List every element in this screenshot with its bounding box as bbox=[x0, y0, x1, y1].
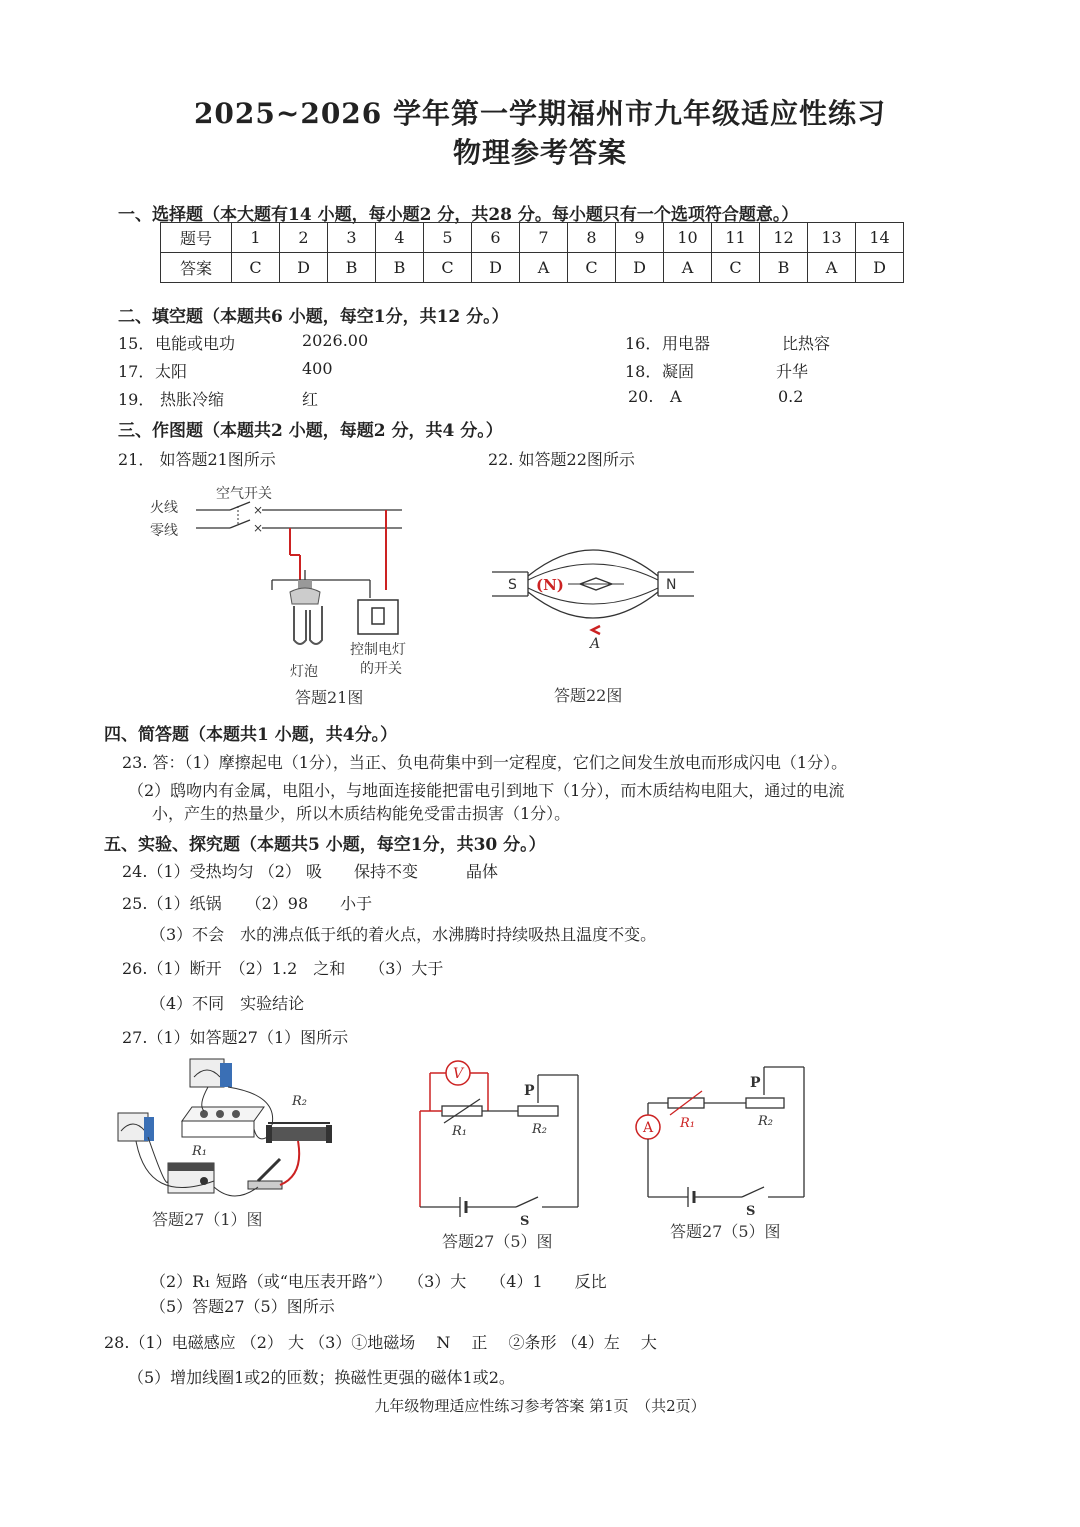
answer-17-num: 17． bbox=[118, 362, 155, 381]
table-cell: 2 bbox=[280, 223, 328, 253]
switch-s-icon bbox=[516, 1197, 538, 1207]
table-cell: C bbox=[424, 253, 472, 283]
answer-19-b: 红 bbox=[302, 390, 319, 409]
compass-n-label: (N) bbox=[536, 576, 564, 594]
answer-19-a: 热胀冷缩 bbox=[160, 390, 225, 409]
table-cell: C bbox=[232, 253, 280, 283]
svg-text:×: × bbox=[253, 521, 264, 535]
magnet-s-pole-label: S bbox=[508, 577, 517, 593]
compass-needle-icon bbox=[568, 578, 624, 590]
svg-text:×: × bbox=[253, 503, 264, 517]
table-row-numbers bbox=[161, 223, 904, 253]
figure-27-5-circuit-ammeter bbox=[628, 1055, 818, 1255]
figure-27-5b-caption: 答题27（5）图 bbox=[670, 1222, 781, 1241]
q23-line3: 小，产生的热量少，所以木质结构能免受雷击损害（1分）。 bbox=[152, 804, 571, 823]
table-cell: B bbox=[328, 253, 376, 283]
section2-heading: 二、填空题（本题共6 小题，每空1分，共12 分。） bbox=[118, 307, 509, 327]
section3-heading: 三、作图题（本题共2 小题，每题2 分，共4 分。） bbox=[118, 421, 503, 441]
table-cell: B bbox=[376, 253, 424, 283]
answer-15-num: 15． bbox=[118, 334, 155, 353]
q25-line2: （3）不会 水的沸点低于纸的着火点，水沸腾时持续吸热且温度不变。 bbox=[150, 925, 657, 944]
answer-20-b: 0.2 bbox=[778, 387, 804, 406]
voltmeter-symbol-label: V bbox=[453, 1066, 464, 1082]
table-row-answers bbox=[161, 253, 904, 283]
table-cell: 3 bbox=[328, 223, 376, 253]
q28-line2: （5）增加线圈1或2的匝数；换磁性更强的磁体1或2。 bbox=[128, 1368, 515, 1387]
answer-20-num: 20. bbox=[628, 387, 654, 406]
table-cell: 1 bbox=[232, 223, 280, 253]
table-cell: D bbox=[856, 253, 904, 283]
answer-15-a: 电能或电功 bbox=[155, 334, 236, 353]
figure-27-1-caption: 答题27（1）图 bbox=[152, 1210, 263, 1229]
r1-label: R₁ bbox=[192, 1144, 207, 1159]
answer-table bbox=[160, 222, 904, 283]
switch-s-icon bbox=[742, 1187, 764, 1197]
q27-line1: 27.（1）如答题27（1）图所示 bbox=[122, 1028, 349, 1047]
table-cell: A bbox=[520, 253, 568, 283]
figure-22-caption: 答题22图 bbox=[554, 686, 623, 705]
table-cell: C bbox=[712, 253, 760, 283]
r2-label: R₂ bbox=[532, 1122, 547, 1137]
answer-16-b: 比热容 bbox=[782, 334, 831, 353]
table-cell: 10 bbox=[664, 223, 712, 253]
page-footer: 九年级物理适应性练习参考答案 第1页 （共2页） bbox=[374, 1397, 706, 1415]
answer-18-a: 凝固 bbox=[662, 362, 695, 381]
figure-22-magnet-field bbox=[488, 530, 703, 710]
answer-16-num: 16． bbox=[625, 334, 662, 353]
table-cell: D bbox=[280, 253, 328, 283]
bulb-icon bbox=[290, 570, 322, 644]
slider-p-label: P bbox=[524, 1083, 535, 1099]
breaker-label: 空气开关 bbox=[216, 486, 272, 502]
neutral-wire-label: 零线 bbox=[150, 523, 178, 539]
q28-line1: 28.（1）电磁感应 （2） 大 （3）①地磁场 N 正 ②条形 （4）左 大 bbox=[104, 1333, 657, 1352]
table-cell: A bbox=[664, 253, 712, 283]
section5-heading: 五、实验、探究题（本题共5 小题，每空1分，共30 分。） bbox=[104, 835, 546, 855]
document-subtitle: 物理参考答案 bbox=[452, 136, 627, 169]
voltmeter-icon bbox=[190, 1059, 232, 1087]
switch-label-1: 控制电灯 bbox=[350, 642, 406, 658]
r2-label: R₂ bbox=[758, 1114, 773, 1129]
table-header-ans: 答案 bbox=[161, 253, 232, 283]
q24-text: 24.（1）受热均匀 （2） 吸 保持不变 晶体 bbox=[122, 862, 498, 881]
r1-label: R₁ bbox=[452, 1124, 467, 1139]
answer-17-a: 太阳 bbox=[155, 362, 188, 381]
figure-27-5a-caption: 答题27（5）图 bbox=[442, 1232, 553, 1251]
r2-rheostat-icon bbox=[518, 1106, 558, 1116]
answer-18-b: 升华 bbox=[776, 362, 809, 381]
figure-27-5-circuit-voltmeter bbox=[412, 1055, 592, 1255]
ammeter-symbol-label: A bbox=[643, 1120, 654, 1136]
answer-15-b: 2026.00 bbox=[302, 331, 369, 350]
magnet-n-pole-label: N bbox=[666, 577, 677, 593]
table-cell: 6 bbox=[472, 223, 520, 253]
figure-21-circuit bbox=[140, 480, 440, 710]
table-cell: C bbox=[568, 253, 616, 283]
rheostat-r2-icon bbox=[266, 1123, 332, 1143]
table-cell: D bbox=[616, 253, 664, 283]
table-cell: 11 bbox=[712, 223, 760, 253]
q26-line1: 26.（1）断开 （2）1.2 之和 （3）大于 bbox=[122, 959, 444, 978]
switch-s-label: S bbox=[520, 1214, 530, 1229]
table-cell: 4 bbox=[376, 223, 424, 253]
table-header-num: 题号 bbox=[161, 223, 232, 253]
answer-16-a: 用电器 bbox=[662, 334, 711, 353]
q21-text: 21． 如答题21图所示 bbox=[118, 450, 276, 469]
knife-switch-icon bbox=[248, 1159, 282, 1189]
table-cell: A bbox=[808, 253, 856, 283]
section4-heading: 四、简答题（本题共1 小题，共4分。） bbox=[104, 725, 398, 745]
q23-line2: （2）鸱吻内有金属，电阻小，与地面连接能把雷电引到地下（1分），而木质结构电阻大，通过的电流 bbox=[128, 781, 845, 800]
q26-line2: （4）不同 实验结论 bbox=[150, 994, 305, 1013]
table-cell: B bbox=[760, 253, 808, 283]
answer-17-b: 400 bbox=[302, 359, 333, 378]
resistor-r1-box-icon bbox=[182, 1107, 264, 1137]
q22-text: 22. 如答题22图所示 bbox=[488, 450, 635, 469]
live-wire-label: 火线 bbox=[150, 500, 178, 516]
section1-heading: 一、选择题（本大题有14 小题，每小题2 分，共28 分。每小题只有一个选项符合题意。） bbox=[118, 205, 799, 225]
r2-rheostat-icon bbox=[746, 1098, 784, 1108]
switch-s-label: S bbox=[746, 1204, 756, 1219]
switch-label-2: 的开关 bbox=[360, 661, 402, 677]
table-cell: 9 bbox=[616, 223, 664, 253]
field-direction-arrow-icon bbox=[592, 626, 600, 634]
document-title: 2025~2026 学年第一学期福州市九年级适应性练习 bbox=[193, 97, 887, 130]
r2-label: R₂ bbox=[292, 1094, 307, 1109]
q27-line3: （5）答题27（5）图所示 bbox=[150, 1297, 335, 1316]
power-supply-icon bbox=[168, 1163, 214, 1193]
answer-20-a: A bbox=[670, 387, 682, 406]
q27-line2: （2）R₁ 短路（或“电压表开路”） （3）大 （4）1 反比 bbox=[150, 1272, 607, 1291]
table-cell: D bbox=[472, 253, 520, 283]
slider-p-label: P bbox=[750, 1075, 761, 1091]
figure-21-caption: 答题21图 bbox=[295, 688, 364, 707]
wall-switch-icon bbox=[358, 600, 398, 634]
bulb-label: 灯泡 bbox=[290, 664, 318, 680]
answer-19-num: 19． bbox=[118, 390, 155, 409]
table-cell: 13 bbox=[808, 223, 856, 253]
table-cell: 5 bbox=[424, 223, 472, 253]
q25-line1: 25.（1）纸锅 （2）98 小于 bbox=[122, 894, 373, 913]
table-cell: 14 bbox=[856, 223, 904, 253]
table-cell: 8 bbox=[568, 223, 616, 253]
r1-label: R₁ bbox=[680, 1116, 695, 1131]
point-a-label: A bbox=[590, 636, 601, 652]
q23-line1: 23. 答：（1）摩擦起电（1分），当正、负电荷集中到一定程度，它们之间发生放电而形成闪电（1分）。 bbox=[122, 753, 848, 772]
ammeter-icon bbox=[118, 1113, 154, 1141]
figure-27-1-apparatus bbox=[108, 1055, 348, 1235]
table-cell: 12 bbox=[760, 223, 808, 253]
answer-18-num: 18． bbox=[625, 362, 662, 381]
table-cell: 7 bbox=[520, 223, 568, 253]
